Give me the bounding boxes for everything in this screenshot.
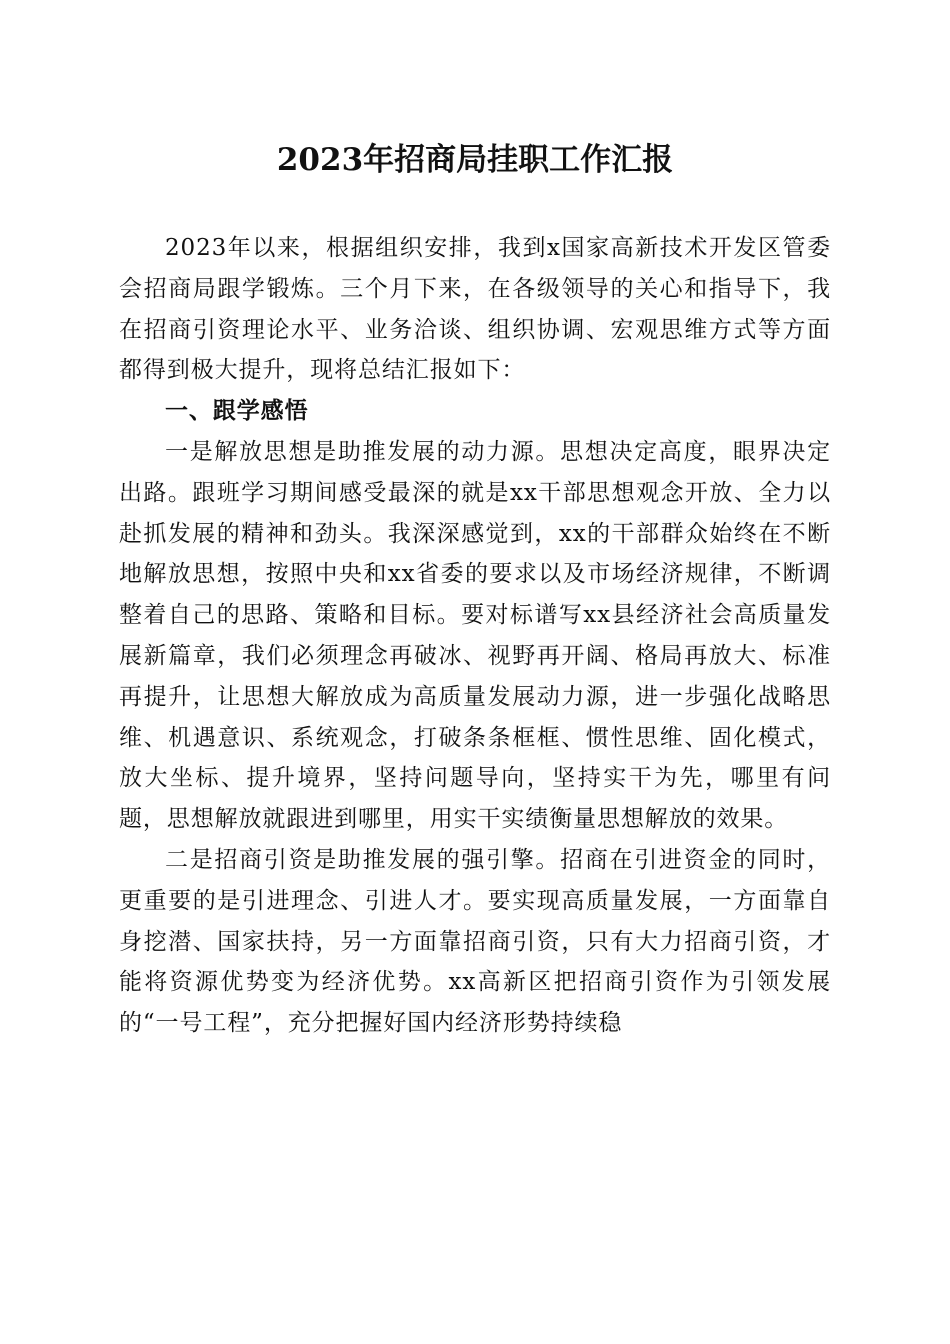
document-title: 2023年招商局挂职工作汇报 [276, 142, 674, 178]
point-two-lead: 二是招商引资是助推发展的强引擎。 [165, 846, 561, 873]
intro-paragraph: 2023年以来，根据组织安排，我到x国家高新技术开发区管委会招商局跟学锻炼。三个月下来，在各级领导的关心和指导下，我在招商引资理论水平、业务洽谈、组织协调、宏观思维方式等方面都得到极大提升，现将总结汇报如下： [119, 235, 831, 384]
point-two-body: 招商在引进资金的同时，更重要的是引进理念、引进人才。要实现高质量发展，一方面靠自身挖潜、国家扶持，另一方面靠招商引资，只有大力招商引资，才能将资源优势变为经济优势。xx高新区把招商引资作为引领发展的“一号工程”，充分把握好国内经济形势持续稳 [119, 846, 831, 1037]
point-one-body: 思想决定高度，眼界决定出路。跟班学习期间感受最深的就是xx干部思想观念开放、全力以赴抓发展的精神和劲头。我深深感觉到，xx的干部群众始终在不断地解放思想，按照中央和xx省委的要求以及市场经济规律，不断调整着自己的思路、策略和目标。要对标谱写xx县经济社会高质量发展新篇章，我们必须理念再破冰、视野再开阔、格局再放大、标准再提升，让思想大解放成为高质量发展动力源，进一步强化战略思维、机遇意识、系统观念，打破条条框框、惯性思维、固化模式，放大坐标、提升境界，坚持问题导向，坚持实干为先，哪里有问题，思想解放就跟进到哪里，用实干实绩衡量思想解放的效果。 [119, 438, 831, 833]
point-two-paragraph [119, 840, 831, 1044]
point-one-lead: 一是解放思想是助推发展的动力源。 [165, 438, 561, 465]
point-one-paragraph [119, 432, 831, 840]
document-body [119, 228, 831, 1044]
section-heading: 一、跟学感悟 [165, 398, 309, 425]
